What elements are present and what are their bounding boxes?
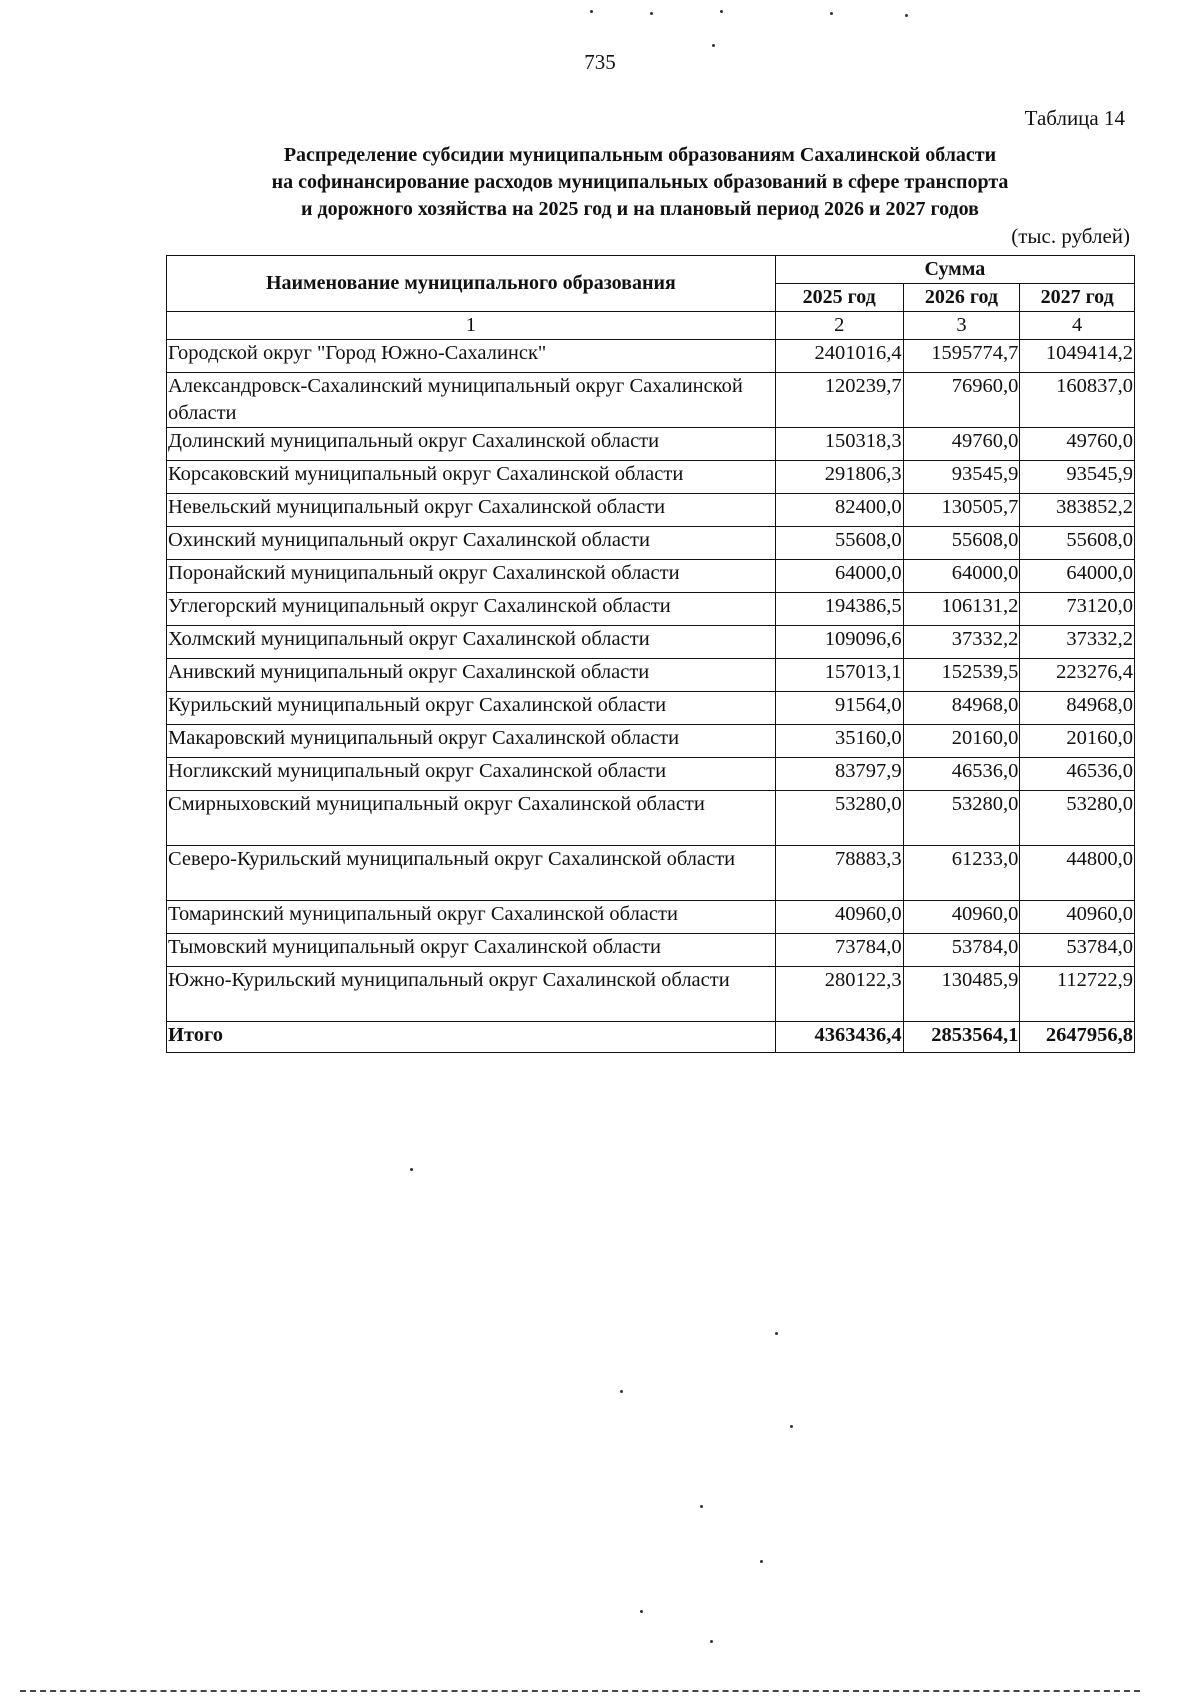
municipality-name: Макаровский муниципальный округ Сахалинской области: [167, 725, 776, 758]
value-2025: 150318,3: [775, 428, 903, 461]
value-2025: 157013,1: [775, 659, 903, 692]
value-2026: 93545,9: [903, 461, 1020, 494]
header-year-2027: 2027 год: [1020, 284, 1135, 312]
document-title: [160, 142, 1120, 223]
value-2027: 160837,0: [1020, 373, 1135, 428]
scan-speck: [905, 14, 908, 17]
municipality-name: Ногликский муниципальный округ Сахалинской области: [167, 758, 776, 791]
municipality-name: Северо-Курильский муниципальный округ Сахалинской области: [167, 846, 776, 901]
table-row: [167, 659, 1135, 692]
table-row: [167, 758, 1135, 791]
value-2026: 20160,0: [903, 725, 1020, 758]
municipality-name: Долинский муниципальный округ Сахалинской области: [167, 428, 776, 461]
table-row: [167, 967, 1135, 1022]
table-row: [167, 494, 1135, 527]
value-2027: 55608,0: [1020, 527, 1135, 560]
value-2027: 93545,9: [1020, 461, 1135, 494]
value-2025: 53280,0: [775, 791, 903, 846]
value-2027: 37332,2: [1020, 626, 1135, 659]
table-body: [167, 340, 1135, 1053]
municipality-name: Курильский муниципальный округ Сахалинской области: [167, 692, 776, 725]
title-line: на софинансирование расходов муниципальных образований в сфере транспорта: [271, 171, 1009, 193]
value-2026: 84968,0: [903, 692, 1020, 725]
table-row: [167, 934, 1135, 967]
value-2025: 73784,0: [775, 934, 903, 967]
table-row: [167, 428, 1135, 461]
municipality-name: Городской округ "Город Южно-Сахалинск": [167, 340, 776, 373]
value-2027: 223276,4: [1020, 659, 1135, 692]
municipality-name: Александровск-Сахалинский муниципальный округ Сахалинской области: [167, 373, 776, 428]
value-2026: 152539,5: [903, 659, 1020, 692]
scan-speck: [590, 10, 593, 13]
value-2026: 130485,9: [903, 967, 1020, 1022]
value-2026: 61233,0: [903, 846, 1020, 901]
page-number: 735: [584, 50, 616, 74]
scan-speck: [712, 44, 715, 47]
scan-speck: [775, 1332, 778, 1335]
table-row: [167, 527, 1135, 560]
value-2025: 78883,3: [775, 846, 903, 901]
total-2027: 2647956,8: [1020, 1022, 1135, 1053]
value-2026: 53784,0: [903, 934, 1020, 967]
scan-speck: [720, 10, 723, 13]
value-2027: 73120,0: [1020, 593, 1135, 626]
scan-speck: [790, 1425, 793, 1428]
value-2025: 120239,7: [775, 373, 903, 428]
value-2027: 44800,0: [1020, 846, 1135, 901]
value-2027: 53280,0: [1020, 791, 1135, 846]
value-2027: 112722,9: [1020, 967, 1135, 1022]
value-2026: 1595774,7: [903, 340, 1020, 373]
scan-edge-line: [20, 1690, 1140, 1692]
municipality-name: Охинский муниципальный округ Сахалинской области: [167, 527, 776, 560]
value-2025: 194386,5: [775, 593, 903, 626]
scan-speck: [760, 1560, 763, 1563]
value-2025: 40960,0: [775, 901, 903, 934]
municipality-name: Поронайский муниципальный округ Сахалинской области: [167, 560, 776, 593]
value-2026: 49760,0: [903, 428, 1020, 461]
units-label: (тыс. рублей): [1011, 224, 1130, 248]
value-2025: 82400,0: [775, 494, 903, 527]
value-2026: 37332,2: [903, 626, 1020, 659]
table-row: [167, 791, 1135, 846]
column-number: 2: [775, 312, 903, 340]
value-2025: 291806,3: [775, 461, 903, 494]
total-label: Итого: [167, 1022, 776, 1053]
value-2026: 40960,0: [903, 901, 1020, 934]
value-2026: 64000,0: [903, 560, 1020, 593]
scan-speck: [710, 1640, 713, 1643]
table-row: [167, 626, 1135, 659]
value-2027: 49760,0: [1020, 428, 1135, 461]
title-line: Распределение субсидии муниципальным образованиям Сахалинской области: [283, 144, 997, 166]
value-2027: 46536,0: [1020, 758, 1135, 791]
value-2026: 130505,7: [903, 494, 1020, 527]
title-line: и дорожного хозяйства на 2025 год и на плановый период 2026 и 2027 годов: [301, 198, 979, 220]
scan-speck: [830, 12, 833, 15]
value-2025: 2401016,4: [775, 340, 903, 373]
municipality-name: Углегорский муниципальный округ Сахалинской области: [167, 593, 776, 626]
table-row: [167, 725, 1135, 758]
value-2025: 91564,0: [775, 692, 903, 725]
total-row: [167, 1022, 1135, 1053]
value-2025: 64000,0: [775, 560, 903, 593]
header-sum-group: Сумма: [775, 256, 1134, 284]
scan-speck: [700, 1505, 703, 1508]
value-2027: 383852,2: [1020, 494, 1135, 527]
value-2025: 35160,0: [775, 725, 903, 758]
value-2027: 40960,0: [1020, 901, 1135, 934]
subsidy-table: [166, 255, 1135, 1053]
column-number: 1: [167, 312, 776, 340]
column-number: 4: [1020, 312, 1135, 340]
scan-speck: [640, 1610, 643, 1613]
table-row: [167, 901, 1135, 934]
value-2025: 83797,9: [775, 758, 903, 791]
table-row: [167, 560, 1135, 593]
header-name-column: Наименование муниципального образования: [167, 256, 776, 312]
table-row: [167, 846, 1135, 901]
municipality-name: Анивский муниципальный округ Сахалинской области: [167, 659, 776, 692]
column-number: 3: [903, 312, 1020, 340]
table-row: [167, 593, 1135, 626]
value-2026: 53280,0: [903, 791, 1020, 846]
table-row: [167, 692, 1135, 725]
table-label: Таблица 14: [1024, 106, 1125, 130]
total-2026: 2853564,1: [903, 1022, 1020, 1053]
value-2027: 53784,0: [1020, 934, 1135, 967]
value-2025: 280122,3: [775, 967, 903, 1022]
header-year-2026: 2026 год: [903, 284, 1020, 312]
municipality-name: Смирныховский муниципальный округ Сахалинской области: [167, 791, 776, 846]
scan-speck: [410, 1168, 413, 1171]
value-2026: 106131,2: [903, 593, 1020, 626]
municipality-name: Томаринский муниципальный округ Сахалинской области: [167, 901, 776, 934]
scan-speck: [620, 1390, 623, 1393]
value-2025: 55608,0: [775, 527, 903, 560]
municipality-name: Корсаковский муниципальный округ Сахалинской области: [167, 461, 776, 494]
value-2026: 46536,0: [903, 758, 1020, 791]
value-2026: 76960,0: [903, 373, 1020, 428]
value-2027: 20160,0: [1020, 725, 1135, 758]
municipality-name: Холмский муниципальный округ Сахалинской области: [167, 626, 776, 659]
municipality-name: Невельский муниципальный округ Сахалинской области: [167, 494, 776, 527]
value-2026: 55608,0: [903, 527, 1020, 560]
total-2025: 4363436,4: [775, 1022, 903, 1053]
value-2027: 1049414,2: [1020, 340, 1135, 373]
table-row: [167, 373, 1135, 428]
table-row: [167, 461, 1135, 494]
value-2027: 84968,0: [1020, 692, 1135, 725]
value-2025: 109096,6: [775, 626, 903, 659]
municipality-name: Южно-Курильский муниципальный округ Сахалинской области: [167, 967, 776, 1022]
header-year-2025: 2025 год: [775, 284, 903, 312]
scan-speck: [650, 12, 653, 15]
table-row: [167, 340, 1135, 373]
value-2027: 64000,0: [1020, 560, 1135, 593]
municipality-name: Тымовский муниципальный округ Сахалинской области: [167, 934, 776, 967]
